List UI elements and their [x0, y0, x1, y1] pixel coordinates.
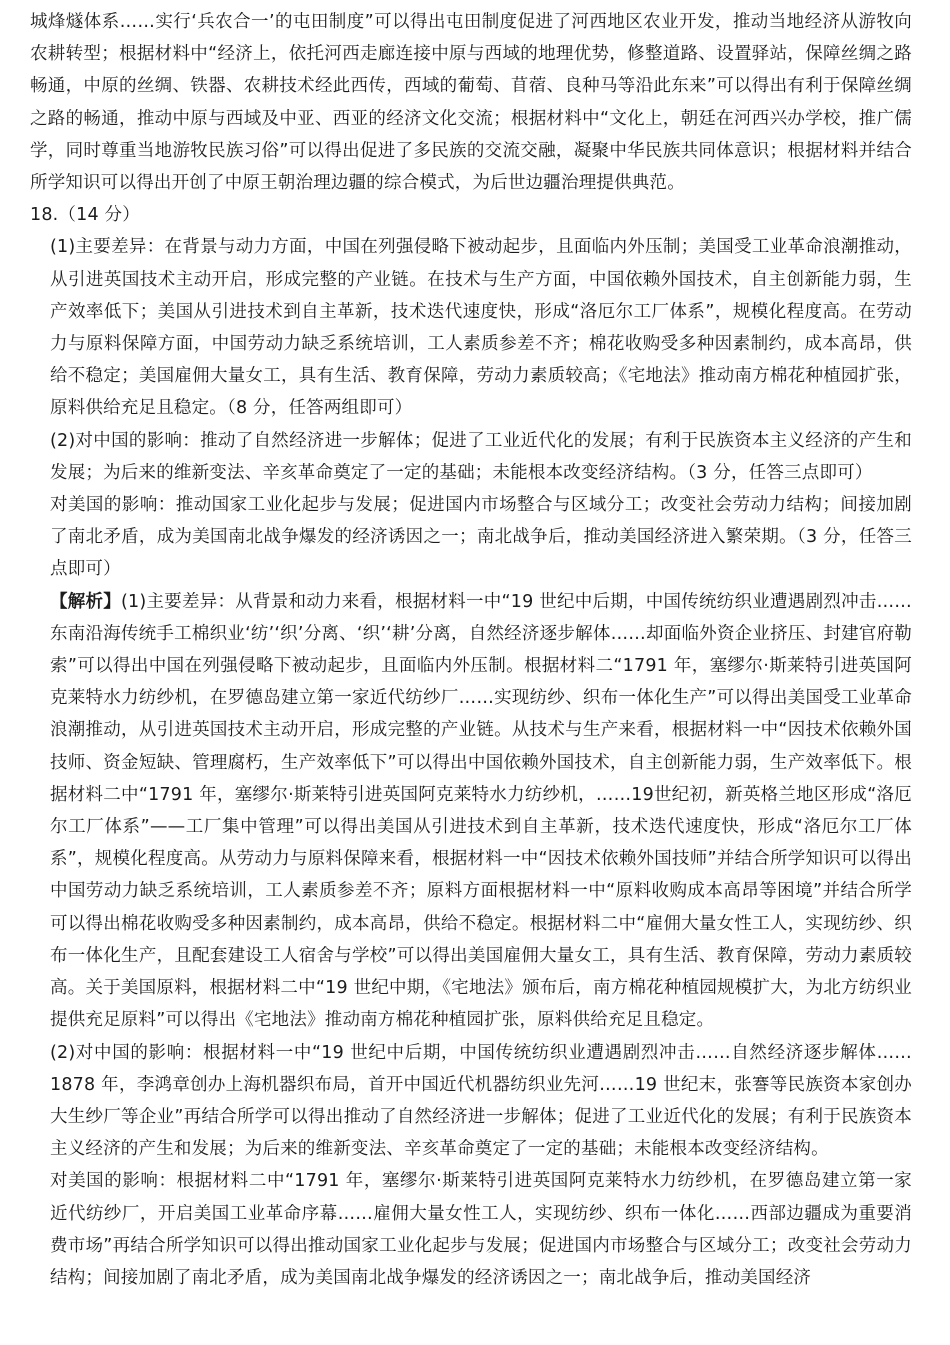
answer-part-1: (1)主要差异：在背景与动力方面，中国在列强侵略下被动起步，且面临内外压制；美国受工业革命浪潮推动，从引进英国技术主动开启，形成完整的产业链。在技术与生产方面，中国依赖外国技术，自主创新能力弱，生产效率低下；美国从引进技术到自主革新，技术迭代速度快，形成“洛厄尔工厂体系”，规模化程度高。在劳动力与原料保障方面，中国劳动力缺乏系统培训，工人素质参差不齐；棉花收购受多种因素制约，成本高昂，供给不稳定；美国雇佣大量女工，具有生活、教育保障，劳动力素质较高；《宅地法》推动南方棉花种植园扩张，原料供给充足且稳定。（8 分，任答两组即可） [50, 237, 912, 419]
analysis-part-2-usa: 对美国的影响：根据材料二中“1791 年，塞缪尔·斯莱特引进英国阿克莱特水力纺纱机，在罗德岛建立第一家近代纺纱厂，开启美国工业革命序幕……雇佣大量女性工人，实现纺纱、织布一体化……西部边疆成为重要消费市场”再结合所学知识可以得出推动国家工业化起步与发展；促进国内市场整合与区域分工；改变社会劳动力结构；间接加剧了南北矛盾，成为美国南北战争爆发的经济诱因之一；南北战争后，推动美国经济 [50, 1171, 912, 1288]
answer-part-2-usa: 对美国的影响：推动国家工业化起步与发展；促进国内市场整合与区域分工；改变社会劳动力结构；间接加剧了南北矛盾，成为美国南北战争爆发的经济诱因之一；南北战争后，推动美国经济进入繁荣期。（3 分，任答三点即可） [50, 495, 912, 580]
paragraph-continuation: 城烽燧体系……实行‘兵农合一’的屯田制度”可以得出屯田制度促进了河西地区农业开发，推动当地经济从游牧向农耕转型；根据材料中“经济上，依托河西走廊连接中原与西域的地理优势，修整道路、设置驿站，保障丝绸之路畅通，中原的丝绸、铁器、农耕技术经此西传，西域的葡萄、苜蓿、良种马等沿此东来”可以得出有利于保障丝绸之路的畅通，推动中原与西域及中亚、西亚的经济文化交流；根据材料中“文化上，朝廷在河西兴办学校，推广儒学，同时尊重当地游牧民族习俗”可以得出促进了多民族的交流交融，凝聚中华民族共同体意识；根据材料并结合所学知识可以得出开创了中原王朝治理边疆的综合模式，为后世边疆治理提供典范。 [30, 12, 912, 194]
analysis-part-1-text: (1)主要差异：从背景和动力来看，根据材料一中“19 世纪中后期，中国传统纺织业遭遇剧烈冲击……东南沿海传统手工棉织业‘纺’‘织’分离、‘织’‘耕’分离，自然经济逐步解体……却面临外资企业挤压、封建官府勒索”可以得出中国在列强侵略下被动起步，且面临内外压制。根据材料二“1791 年，塞缪尔·斯莱特引进英国阿克莱特水力纺纱机，在罗德岛建立第一家近代纺纱厂……实现纺纱、织布一体化生产”可以得出美国受工业革命浪潮推动，从引进英国技术主动开启，形成完整的产业链。从技术与生产来看，根据材料一中“因技术依赖外国技师、资金短缺、管理腐朽，生产效率低下”可以得出中国依赖外国技术，自主创新能力弱，生产效率低下。根据材料二中“1791 年，塞缪尔·斯莱特引进英国阿克莱特水力纺纱机，……19世纪初，新英格兰地区形成“洛厄尔工厂体系”——工厂集中管理”可以得出美国从引进技术到自主革新，技术迭代速度快，形成“洛厄尔工厂体系”，规模化程度高。从劳动力与原料保障来看，根据材料一中“因技术依赖外国技师”并结合所学知识可以得出中国劳动力缺乏系统培训，工人素质参差不齐；原料方面根据材料一中“原料收购成本高昂等困境”并结合所学可以得出棉花收购受多种因素制约，成本高昂，供给不稳定。根据材料二中“雇佣大量女性工人，实现纺纱、织布一体化生产，且配套建设工人宿舍与学校”可以得出美国雇佣大量女工，具有生活、教育保障，劳动力素质较高。关于美国原料，根据材料二中“19 世纪中期，《宅地法》颁布后，南方棉花种植园规模扩大，为北方纺织业提供充足原料”可以得出《宅地法》推动南方棉花种植园扩张，原料供给充足且稳定。 [50, 591, 912, 1031]
analysis-tag: 【解析】 [50, 591, 122, 612]
answer-part-2-china: (2)对中国的影响：推动了自然经济进一步解体；促进了工业近代化的发展；有利于民族资本主义经济的产生和发展；为后来的维新变法、辛亥革命奠定了一定的基础；未能根本改变经济结构。（3 分，任答三点即可） [50, 430, 912, 483]
analysis-part-2-china: (2)对中国的影响：根据材料一中“19 世纪中后期，中国传统纺织业遭遇剧烈冲击……自然经济逐步解体……1878 年，李鸿章创办上海机器织布局，首开中国近代机器纺织业先河……19 世纪末，张謇等民族资本家创办大生纱厂等企业”再结合所学可以得出推动了自然经济进一步解体；促进了工业近代化的发展；有利于民族资本主义经济的产生和发展；为后来的维新变法、辛亥革命奠定了一定的基础；未能根本改变经济结构。 [50, 1042, 912, 1160]
analysis-part-1 [30, 586, 912, 1037]
question-18-heading: 18.（14 分） [30, 205, 140, 226]
